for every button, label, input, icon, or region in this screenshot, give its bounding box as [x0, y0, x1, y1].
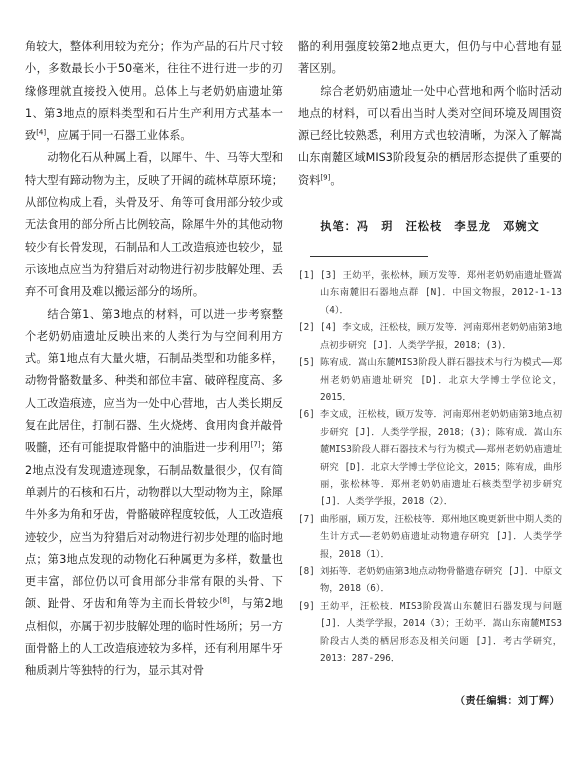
reference-item: [298, 563, 562, 598]
paragraph-text-tail: ，应属于同一石器工业体系。: [46, 129, 192, 143]
body-paragraph: [298, 36, 562, 81]
reference-text: [4] 李文成，汪松枝，顾万发等．河南郑州老奶奶庙第3地点初步研究 [J]．人类学学报，2018；(3)．: [320, 322, 562, 351]
reference-number: [7]: [298, 513, 315, 525]
paragraph-text-tail: ，与第2地点相似，亦属于初步肢解处理的临时性场所；另一方面骨骼上的人工改造痕迹较为多样，还有利用犀牛牙釉质剥片等独特的行为，显示其对骨: [25, 597, 283, 678]
body-paragraph: [298, 81, 562, 192]
paragraph-text: 骼的利用强度较第2地点更大，但仍与中心营地有显著区别。: [298, 40, 562, 76]
reference-number: [2]: [298, 322, 315, 334]
reference-list: [298, 267, 562, 667]
divider: [310, 256, 428, 257]
paragraph-text-tail: ；第2地点没有发现遗迹现象，石制品数量很少，仅有简单剥片的石核和石片，动物群以大型动物为主，除犀牛外多为角和牙齿，骨骼破碎程度较低，人工改造痕迹较少，应当为狩猎后对动物进行初步处理的临时地点；第3地点发现的动物化石种属更为多样，数量也更丰富，部位仍以可食用部分非常有限的头骨、下颌、趾骨、牙齿和角等为主而长骨较少: [25, 441, 283, 611]
body-paragraph: [25, 36, 283, 147]
citation-mark: [7]: [250, 440, 261, 449]
right-column: [298, 0, 562, 667]
body-paragraph: [25, 304, 283, 683]
reference-text: 曲彤丽，顾万发，汪松枝等．郑州地区晚更新世中期人类的生计方式——老奶奶庙遗址动物遗存研究 [J]．人类学学报，2018（1）．: [320, 513, 562, 560]
body-paragraph: [25, 147, 283, 303]
reference-text: 陈宥成．嵩山东麓MIS3阶段人群石器技术与行为模式——郑州老奶奶庙遗址研究 [D]．北京大学博士学位论文，2015．: [320, 357, 562, 403]
reference-item: [298, 406, 562, 510]
paragraph-text: 角较大，整体利用较为充分；作为产品的石片尺寸较小，多数最长小于50毫米，往往不进行进一步的刃缘修理就直接投入使用。总体上与老奶奶庙遗址第1、第3地点的原料类型和石片生产利用方式基本一致: [25, 40, 283, 143]
paragraph-text: 综合老奶奶庙遗址一处中心营地和两个临时活动地点的材料，可以看出当时人类对空间环境及周围资源已经比较熟悉，利用方式也较清晰，为深入了解嵩山东南麓区域MIS3阶段复杂的栖居形态提供了重要的资料: [298, 84, 562, 187]
paragraph-text: 结合第1、第3地点的材料，可以进一步考察整个老奶奶庙遗址反映出来的人类行为与空间利用方式。第1地点有大量火塘，石制品类型和功能多样，动物骨骼数量多、种类和部位丰富、破碎程度高、多人工改造痕迹，应当为一处中心营地，古人类长期反复在此居住，打制石器、生火烧烤、食用肉食并敲骨吸髓，还有可能提取骨骼中的油脂进一步利用: [25, 307, 283, 455]
citation-mark: [8]: [219, 596, 230, 605]
reference-number: [9]: [298, 600, 315, 612]
reference-number: [5]: [298, 357, 315, 369]
reference-text: [3] 王幼平，张松林，顾万发等．郑州老奶奶庙遗址暨嵩山东南麓旧石器地点群 [N]．中国文物报，2012-1-13（4）．: [320, 270, 562, 316]
authors-line: 执笔：冯 玥 汪松枝 李昱龙 邓婉文: [320, 219, 540, 234]
left-column: [25, 0, 283, 683]
reference-item: [298, 267, 562, 319]
responsible-editor: （责任编辑：刘丁辉）: [455, 696, 560, 707]
reference-text: 刘拓等．老奶奶庙第3地点动物骨骼遗存研究 [J]．中原文物，2018（6）．: [320, 565, 562, 595]
reference-item: [298, 319, 562, 354]
reference-number: [8]: [298, 565, 315, 577]
paragraph-text-tail: 。: [330, 173, 342, 187]
reference-item: [298, 598, 562, 668]
reference-number: [1]: [298, 270, 315, 282]
reference-item: [298, 511, 562, 563]
reference-item: [298, 354, 562, 406]
reference-number: [6]: [298, 409, 315, 421]
reference-text: 李文成，汪松枝，顾万发等．河南郑州老奶奶庙第3地点初步研究 [J]．人类学学报，2018；(3)；陈宥成．嵩山东麓MIS3阶段人群石器技术与行为模式——郑州老奶奶庙遗址研究 [D]．北京大学博士学位论文，2015；陈宥成，曲彤丽，张松林等．郑州老奶奶庙遗址石核类型学初步研究 [J]．人类学学报，2018（2）．: [320, 409, 562, 508]
citation-mark: [9]: [320, 173, 331, 182]
paragraph-text: 动物化石从种属上看，以犀牛、牛、马等大型和特大型有蹄动物为主，反映了开阔的疏林草原环境；从部位构成上看，头骨及牙、角等可食用部分较少或无法食用的部分所占比例较高，除犀牛外的其他动物较少有长骨发现，石制品和人工改造痕迹也较少，显示该地点应当为狩猎后对动物进行初步肢解处理、丢弃不可食用及难以搬运部分的场所。: [25, 151, 283, 299]
reference-text: 王幼平，汪松枝．MIS3阶段嵩山东麓旧石器发现与问题 [J]．人类学学报，2014（3）；王幼平．嵩山东南麓MIS3阶段古人类的栖居形态及相关问题 [J]．考古学研究，2013：287-296．: [320, 600, 562, 665]
citation-mark: [4]: [36, 128, 47, 137]
